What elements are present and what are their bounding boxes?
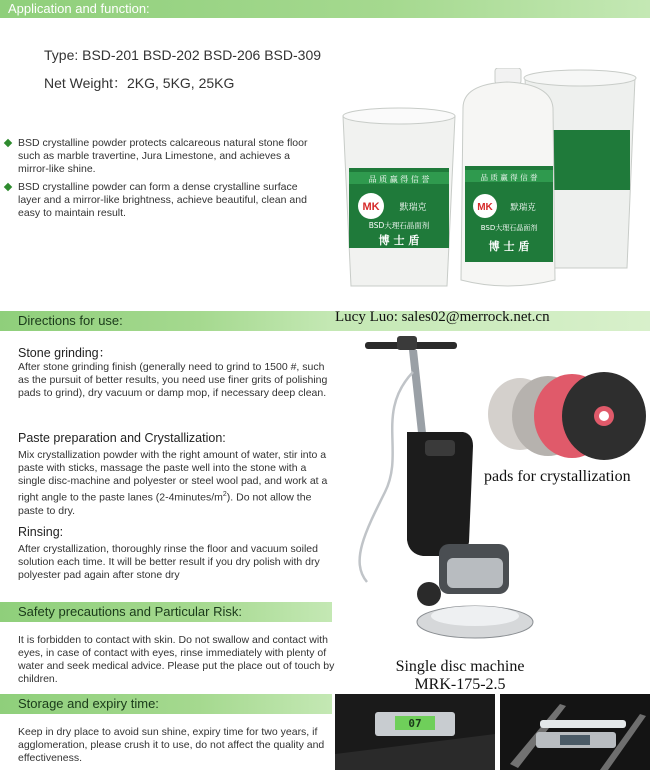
product-packaging-image <box>335 68 645 296</box>
polishing-pads-image <box>486 368 648 464</box>
stone-grinding-text: After stone grinding finish (generally need to grind to 1500 #, such as the pursuit of better results, you need use finer grits of polishing pads to grind), dry vacuum or damp mop, if necessary deep clean. <box>18 361 328 399</box>
pads-caption: pads for crystallization <box>484 468 631 485</box>
bucket-name-left: 博 士 盾 <box>378 234 420 247</box>
gloss-meter-reading: 07 <box>408 717 422 730</box>
gloss-meter-photo-2 <box>500 694 650 770</box>
product-type-line: Type: BSD-201 BSD-202 BSD-206 BSD-309 <box>44 47 322 63</box>
storage-section-header: Storage and expiry time: <box>0 694 332 714</box>
rinsing-text: After crystallization, thoroughly rinse the floor and vacuum soiled solution each time. It will be better result if you dry polish with dry polyester pad again after stone dry <box>18 543 320 581</box>
safety-section-header: Safety precautions and Particular Risk: <box>0 602 332 622</box>
bucket-product-left: BSD大理石晶面剂 <box>368 221 430 230</box>
machine-caption <box>380 658 540 694</box>
net-weight-line: Net Weight：2KG, 5KG, 25KG <box>44 75 235 91</box>
jug-band-text: 品 质 赢 得 信 誉 <box>480 173 538 182</box>
machine-caption-line-2: MRK-175-2.5 <box>414 676 506 693</box>
gloss-meter-photo-1 <box>335 694 495 770</box>
jug-brand-cn: 默瑞克 <box>510 203 536 213</box>
application-section-header: Application and function: <box>0 0 650 18</box>
function-bullet-2: BSD crystalline powder can form a dense crystalline surface layer and a mirror-like brightness, achieve beautiful, clean and easy to maintain result. <box>18 181 318 220</box>
safety-text: It is forbidden to contact with skin. Do not swallow and contact with eyes, in case of contact with eyes, rinse immediately with plenty of water and seek medical advice. Please put the place out of touch by children. <box>18 634 335 685</box>
bucket-band-text-left: 品 质 赢 得 信 誉 <box>368 175 430 184</box>
rinsing-heading: Rinsing: <box>18 525 64 539</box>
bucket-brand-cn-left: 默瑞克 <box>399 203 427 213</box>
jug-name: 博 士 盾 <box>488 240 530 253</box>
contact-line: Lucy Luo: sales02@merrock.net.cn <box>335 309 550 325</box>
paste-text: Mix crystallization powder with the right amount of water, stir into a paste with sticks, massage the paste well into the stone with a single disc-machine and polyester or steel wool pad, and work at a right angle to the paste lanes $(2-4minutes/m^2)$. Do not allow the paste to dry. <box>18 449 328 517</box>
storage-text: Keep in dry place to avoid sun shine, expiry time for two years, if agglomeration, please crush it to use, do not affect the quality and effectiveness. <box>18 726 325 764</box>
directions-section-header: Directions for use: <box>0 311 332 331</box>
jug-brand: MK <box>477 202 493 213</box>
function-bullet-1: BSD crystalline powder protects calcareous natural stone floor such as marble travertine, Jura Limestone, and achieves a mirror-like shine. <box>18 137 318 176</box>
machine-caption-line-1: Single disc machine <box>395 658 525 675</box>
stone-grinding-heading: Stone grinding： <box>18 346 112 360</box>
bucket-brand-left: MK <box>362 201 380 213</box>
jug-product: BSD大理石晶面剂 <box>480 224 538 232</box>
paste-heading: Paste preparation and Crystallization: <box>18 431 226 445</box>
